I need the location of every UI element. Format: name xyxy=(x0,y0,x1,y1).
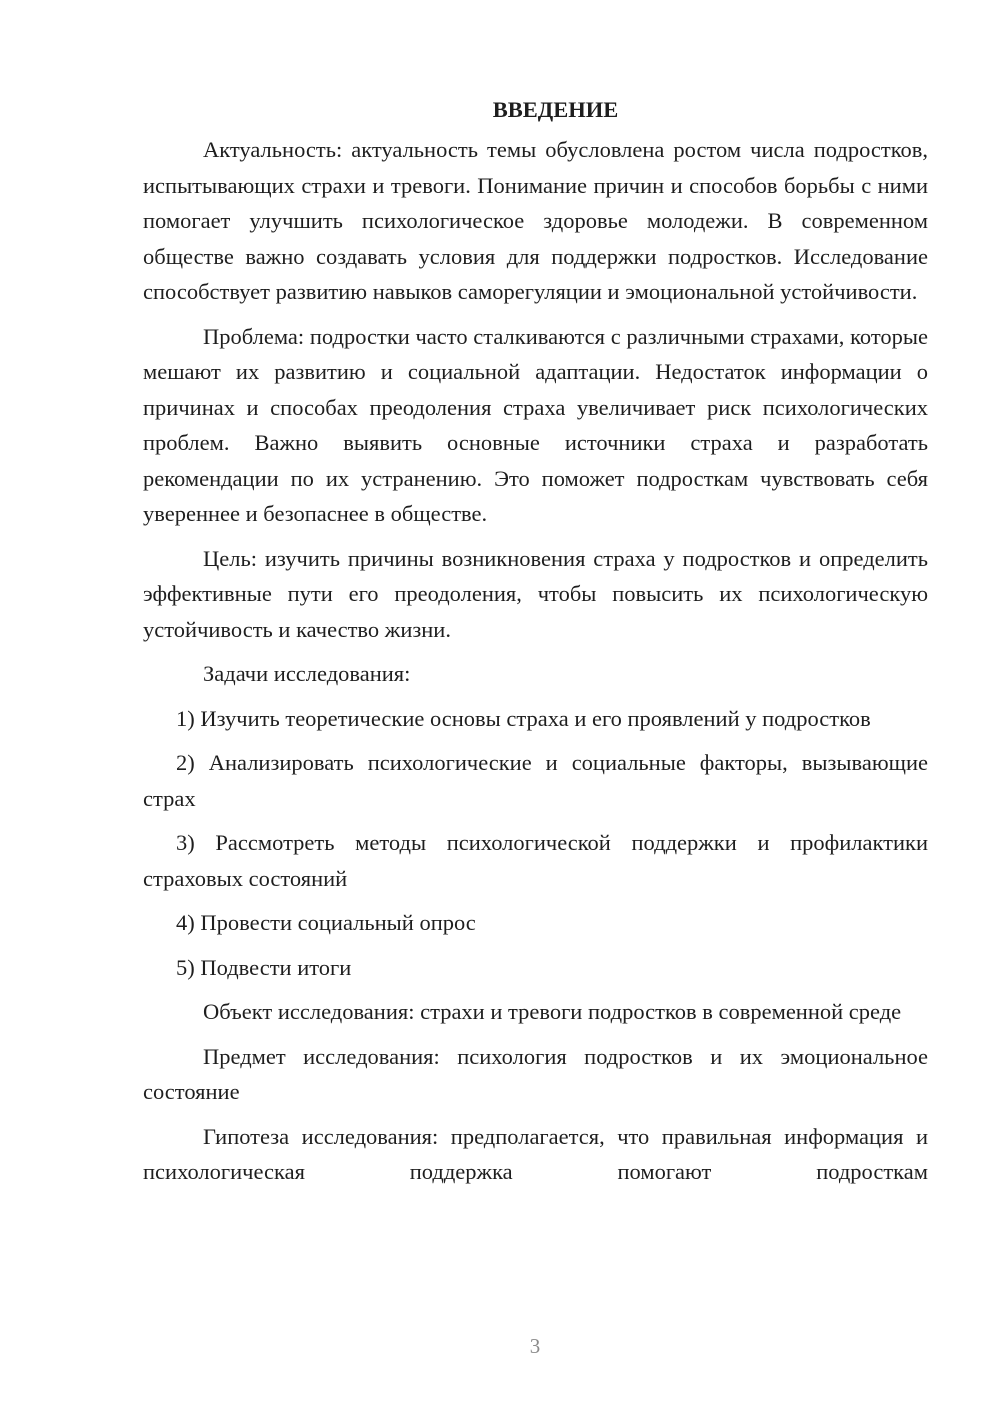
page-title: ВВЕДЕНИЕ xyxy=(492,97,619,122)
problem-paragraph: Проблема: подростки часто сталкиваются с различными страхами, которые мешают их развитию и социальной адаптации. Недостаток информации о причинах и способах преодоления страха увеличивает риск психологических проблем. Важно выявить основные источники страха и разработать рекомендации по их устранению. Это поможет подросткам чувствовать себя увереннее и безопаснее в обществе. xyxy=(143,323,928,526)
task-item-4: 4) Провести социальный опрос xyxy=(176,910,476,935)
task-item-3: 3) Рассмотреть методы психологической поддержки и профилактики страховых состояний xyxy=(143,830,928,891)
object-paragraph: Объект исследования: страхи и тревоги подростков в современной среде xyxy=(203,999,902,1024)
hypothesis-paragraph: Гипотеза исследования: предполагается, что правильная информация и психологическая поддержка помогают подросткам xyxy=(143,1123,928,1184)
goal-paragraph: Цель: изучить причины возникновения страха у подростков и определить эффективные пути его преодоления, чтобы повысить их психологическую устойчивость и качество жизни. xyxy=(143,545,928,642)
document-body xyxy=(143,92,928,1190)
task-item-5: 5) Подвести итоги xyxy=(176,954,352,980)
subject-paragraph: Предмет исследования: психология подростков и их эмоциональное состояние xyxy=(143,1043,928,1104)
page-number: 3 xyxy=(529,1334,541,1358)
tasks-heading: Задачи исследования: xyxy=(203,661,411,686)
task-item-1: 1) Изучить теоретические основы страха и его проявлений у подростков xyxy=(176,705,871,731)
task-item-2: 2) Анализировать психологические и социальные факторы, вызывающие страх xyxy=(143,750,928,811)
relevance-paragraph: Актуальность: актуальность темы обусловлена ростом числа подростков, испытывающих страхи и тревоги. Понимание причин и способов борьбы с ними помогает улучшить психологическое здоровье молодежи. В современном обществе важно создавать условия для поддержки подростков. Исследование способствует развитию навыков саморегуляции и эмоциональной устойчивости. xyxy=(143,137,928,304)
